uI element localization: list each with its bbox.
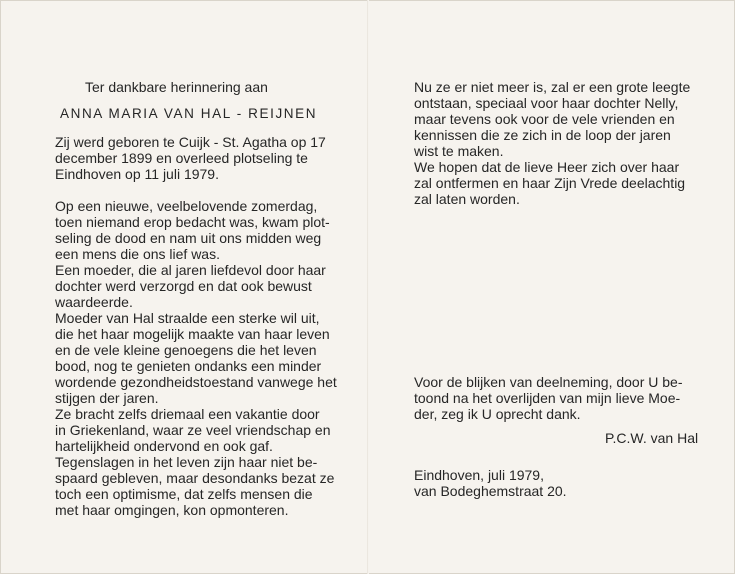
signature: P.C.W. van Hal [605, 430, 699, 446]
text-line: Tegenslagen in het leven zijn haar niet be- [55, 454, 318, 470]
birth-line: Eindhoven op 11 juli 1979. [55, 166, 219, 182]
text-line: dochter werd verzorgd en dat ook bewust [55, 278, 312, 294]
text-line: ontstaan, speciaal voor haar dochter Nelly, [414, 95, 679, 111]
text-line: toch een optimisme, dat zelfs mensen die [55, 486, 313, 502]
condolence-thanks [414, 374, 683, 422]
birth-paragraph [55, 134, 332, 182]
text-line: maar tevens ook voor de vele vrienden en [414, 111, 675, 127]
right-page-text [414, 79, 696, 207]
text-line: wordende gezondheidstoestand vanwege het [55, 374, 337, 390]
text-line: seling de dood en nam uit ons midden weg [55, 230, 322, 246]
text-line: een mens die ons lief was. [55, 246, 220, 262]
text-line: in Griekenland, waar ze veel vriendschap en [55, 422, 331, 438]
card-fold [367, 0, 369, 574]
text-line: zal laten worden. [414, 191, 520, 207]
text-line: Op een nieuwe, veelbelovende zomerdag, [55, 198, 318, 214]
text-line: Moeder van Hal straalde een sterke wil uit, [55, 310, 320, 326]
text-line: bood, nog te genieten ondanks een minder [55, 358, 322, 374]
place-date: Eindhoven, juli 1979, [414, 467, 544, 483]
memorial-text [55, 198, 337, 518]
birth-line: december 1899 en overleed plotseling te [55, 150, 308, 166]
text-line: met haar omgingen, kon opmonteren. [55, 502, 289, 518]
text-line: waardeerde. [55, 294, 133, 310]
text-line: der, zeg ik U oprecht dank. [414, 406, 581, 422]
text-line: die het haar mogelijk maakte van haar leven [55, 326, 330, 342]
text-line: toen niemand erop bedacht was, kwam plot- [55, 214, 330, 230]
text-line: zal ontfermen en haar Zijn Vrede deelachtig [414, 175, 686, 191]
text-line: spaard gebleven, maar desondanks bezat ze [55, 470, 335, 486]
text-line: Een moeder, die al jaren liefdevol door haar [55, 262, 326, 278]
text-line: wist te maken. [414, 143, 504, 159]
text-line: toond na het overlijden van mijn lieve Moe- [414, 390, 681, 406]
text-line: en de vele kleine genoegens die het leven [55, 342, 317, 358]
text-line: Voor de blijken van deelneming, door U be- [414, 374, 683, 390]
address-block [414, 467, 567, 499]
intro-line: Ter dankbare herinnering aan [85, 79, 268, 95]
left-page [55, 79, 337, 518]
text-line: We hopen dat de lieve Heer zich over haar [414, 159, 680, 175]
street-address: van Bodeghemstraat 20. [414, 483, 567, 499]
text-line: hartelijkheid ondervond en ook gaf. [55, 438, 273, 454]
birth-line: Zij werd geboren te Cuijk - St. Agatha op 17 [55, 134, 326, 150]
deceased-name: ANNA MARIA VAN HAL - REIJNEN [60, 106, 318, 121]
text-line: Ze bracht zelfs driemaal een vakantie door [55, 406, 320, 422]
text-line: Nu ze er niet meer is, zal er een grote leegte [414, 79, 691, 95]
text-line: stijgen der jaren. [55, 390, 159, 406]
text-line: kennissen die ze zich in de loop der jaren [414, 127, 671, 143]
